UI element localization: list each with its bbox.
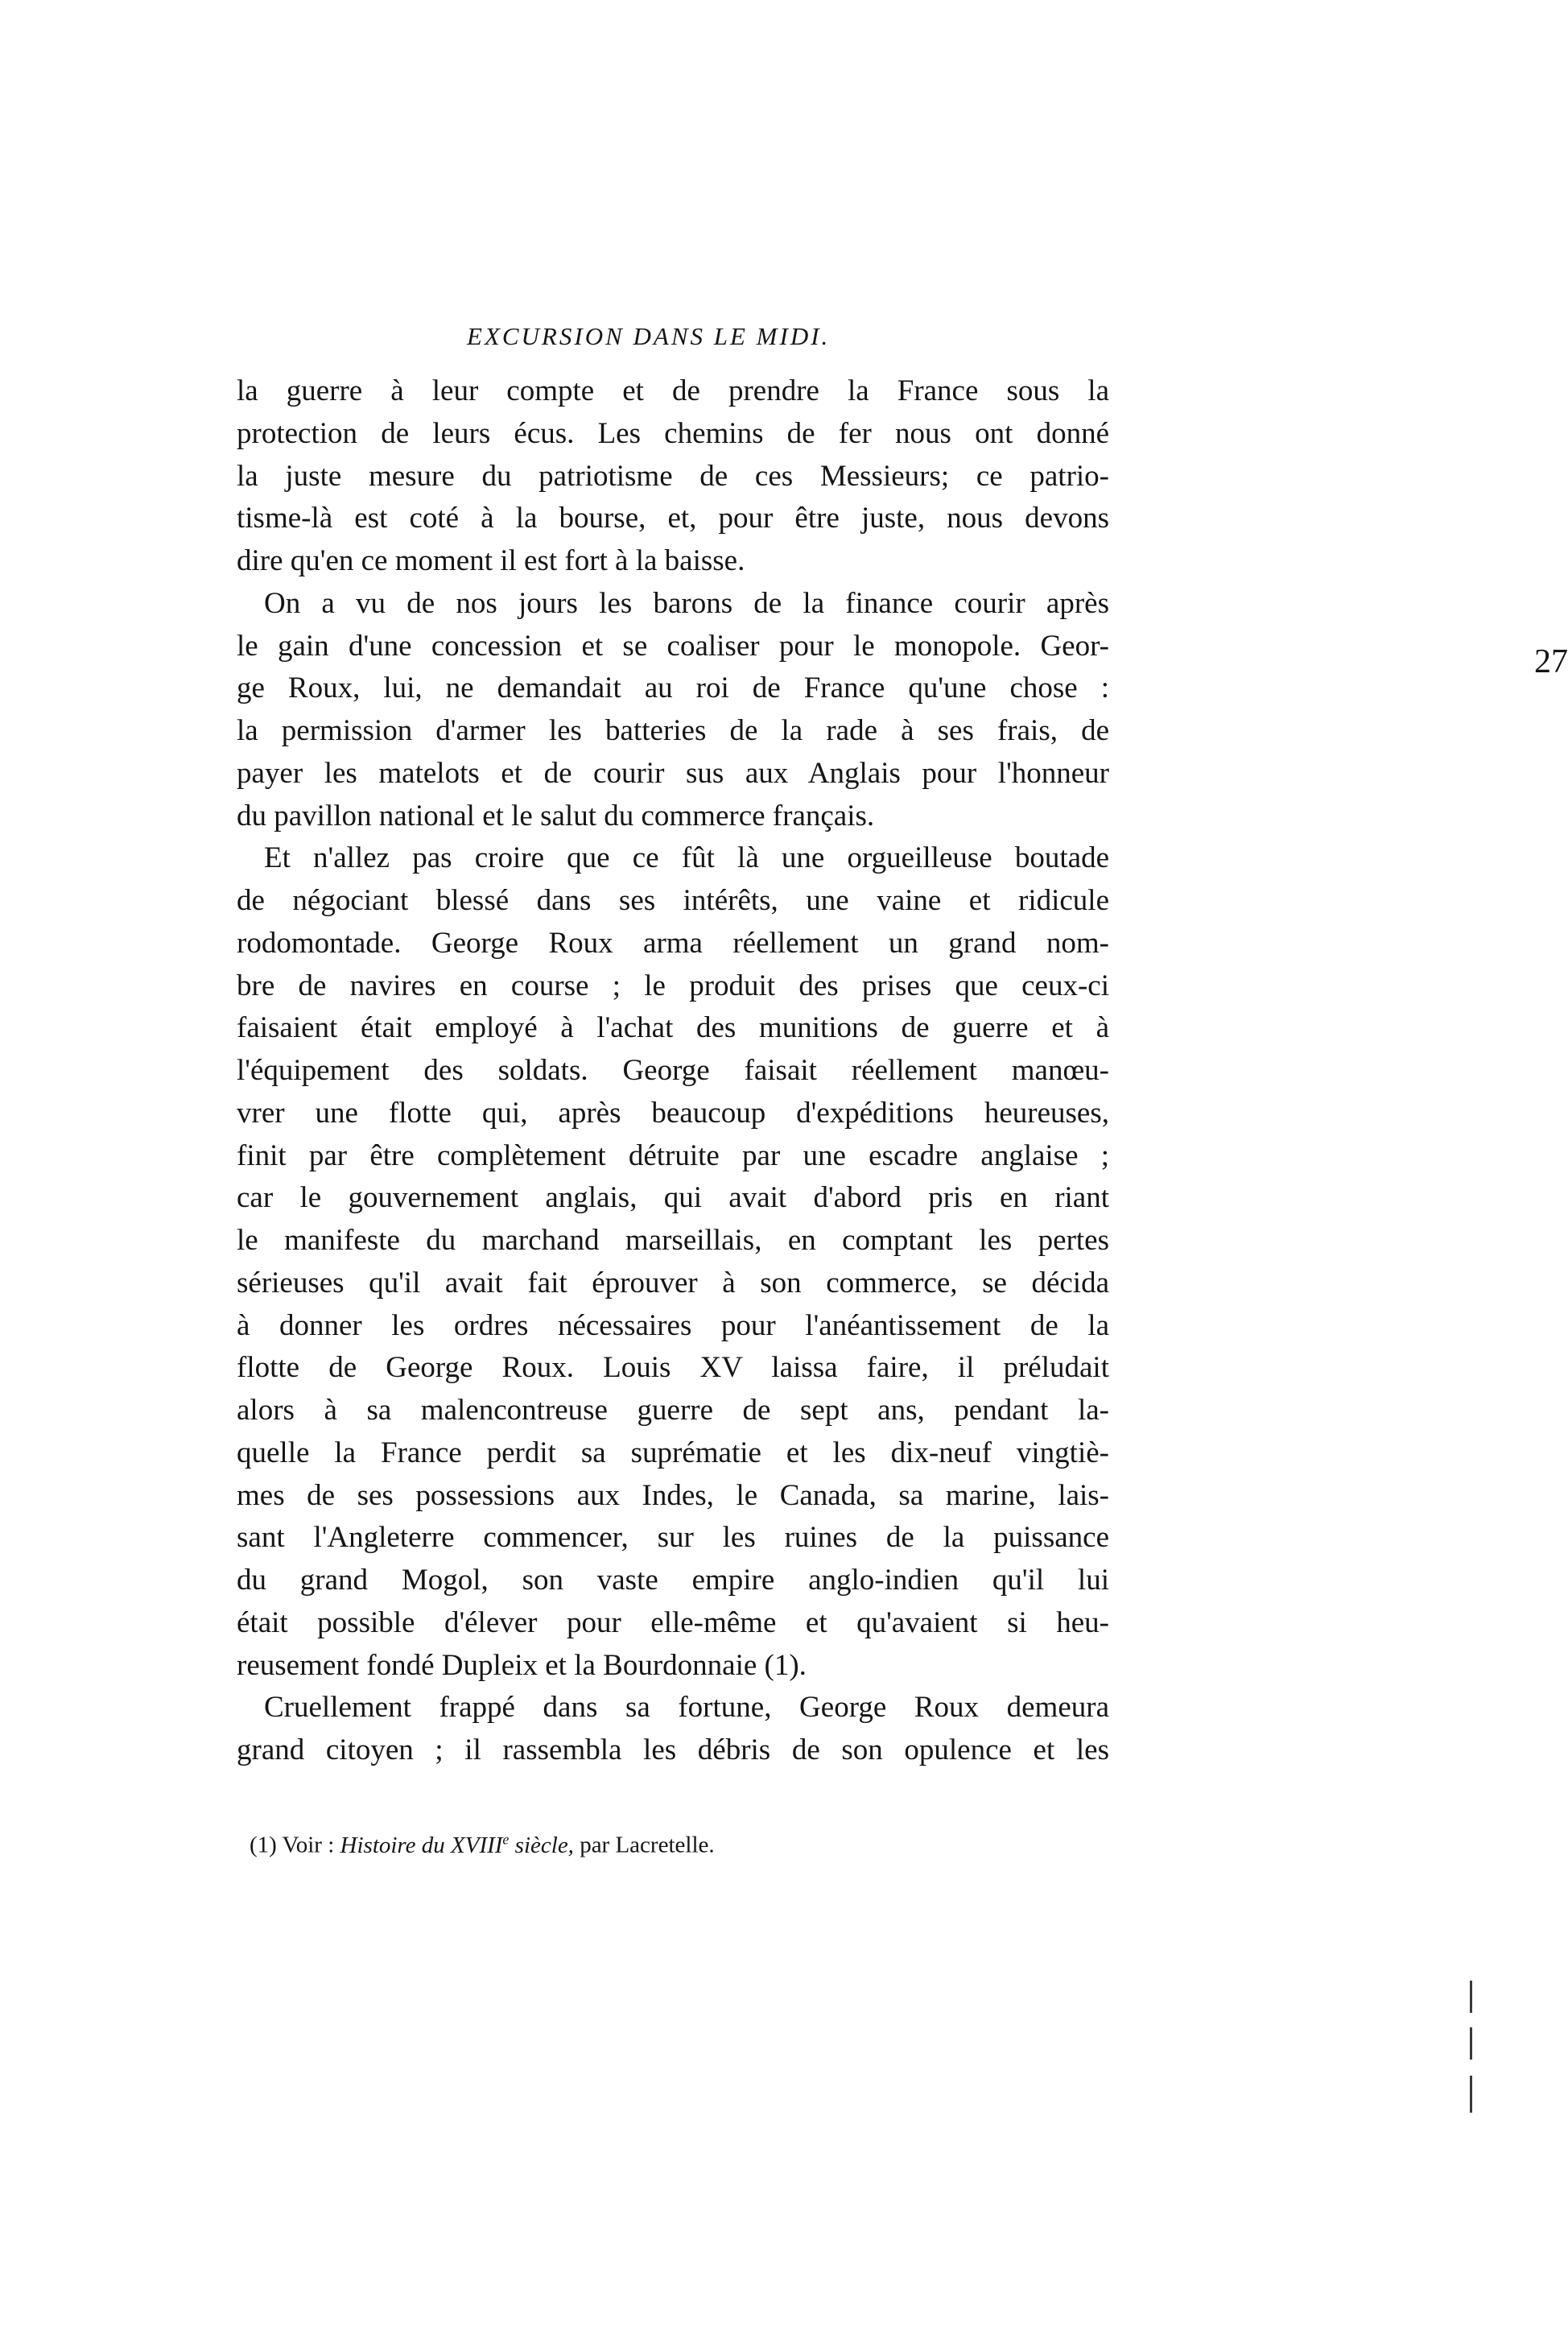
text-line: du grand Mogol, son vaste empire anglo-indien qu'il lui (237, 1564, 1109, 1597)
margin-scan-mark (1470, 2027, 1472, 2060)
text-line: vrer une flotte qui, après beaucoup d'expéditions heureuses, (237, 1096, 1109, 1130)
text-line: la guerre à leur compte et de prendre la France sous la (237, 374, 1109, 407)
text-line: grand citoyen ; il rassembla les débris de son opulence et les (237, 1733, 1109, 1766)
footnote-author: par Lacretelle. (580, 1832, 715, 1858)
text-line: sant l'Angleterre commencer, sur les ruines de la puissance (237, 1521, 1109, 1555)
text-line: tisme-là est coté à la bourse, et, pour être juste, nous devons (237, 502, 1109, 535)
margin-scan-mark (1470, 2076, 1472, 2113)
footnote-title (340, 1832, 574, 1858)
text-line: l'équipement des soldats. George faisait réellement manœu- (237, 1054, 1109, 1087)
text-line: sérieuses qu'il avait fait éprouver à son commerce, se décida (237, 1266, 1109, 1299)
text-line: finit par être complètement détruite par une escadre anglaise ; (237, 1138, 1109, 1172)
text-line: la juste mesure du patriotisme de ces Messieurs; ce patrio- (237, 459, 1109, 493)
text-line: flotte de George Roux. Louis XV laissa faire, il préludait (237, 1351, 1109, 1385)
margin-scan-mark (1470, 1981, 1472, 2013)
footnote-title-text: Histoire du XVIII (340, 1832, 503, 1858)
text-line: protection de leurs écus. Les chemins de fer nous ont donné (237, 416, 1109, 450)
footnote-title-superscript: e (502, 1831, 510, 1847)
text-line: mes de ses possessions aux Indes, le Canada, sa marine, lais- (237, 1478, 1109, 1512)
text-line: Et n'allez pas croire que ce fût là une orgueilleuse boutade (264, 841, 1109, 875)
text-line: le manifeste du marchand marseillais, en comptant les pertes (237, 1224, 1109, 1257)
text-line: alors à sa malencontreuse guerre de sept ans, pendant la- (237, 1394, 1109, 1427)
text-line: était possible d'élever pour elle-même et qu'avaient si heu- (237, 1605, 1109, 1639)
text-line: le gain d'une concession et se coaliser pour le monopole. Geor- (237, 629, 1109, 663)
text-line: car le gouvernement anglais, qui avait d'abord pris en riant (237, 1181, 1109, 1215)
text-line: faisaient était employé à l'achat des munitions de guerre et à (237, 1011, 1109, 1045)
text-line: bre de navires en course ; le produit des prises que ceux-ci (237, 969, 1109, 1002)
page-number: 27 (1534, 643, 1568, 680)
text-line: quelle la France perdit sa suprématie et les dix-neuf vingtiè- (237, 1436, 1109, 1469)
text-line: Cruellement frappé dans sa fortune, George Roux demeura (264, 1691, 1109, 1725)
text-line: la permission d'armer les batteries de la rade à ses frais, de (237, 714, 1109, 747)
text-line: dire qu'en ce moment il est fort à la baisse. (237, 544, 745, 577)
text-line: de négociant blessé dans ses intérêts, une vaine et ridicule (237, 884, 1109, 917)
text-line: du pavillon national et le salut du commerce français. (237, 799, 875, 833)
text-line: ge Roux, lui, ne demandait au roi de France qu'une chose : (237, 671, 1109, 705)
text-line: reusement fondé Dupleix et la Bourdonnaie (1). (237, 1648, 807, 1682)
running-head-title: EXCURSION DANS LE MIDI. (467, 322, 831, 350)
footnote (250, 1831, 715, 1859)
text-line: On a vu de nos jours les barons de la finance courir après (264, 586, 1109, 620)
footnote-marker: (1) Voir : (250, 1832, 335, 1858)
body-text (237, 370, 1109, 1772)
text-line: rodomontade. George Roux arma réellement un grand nom- (237, 926, 1109, 960)
footnote-title-suffix: siècle, (509, 1832, 574, 1858)
text-line: à donner les ordres nécessaires pour l'anéantissement de la (237, 1308, 1109, 1342)
text-line: payer les matelots et de courir sus aux Anglais pour l'honneur (237, 756, 1109, 790)
